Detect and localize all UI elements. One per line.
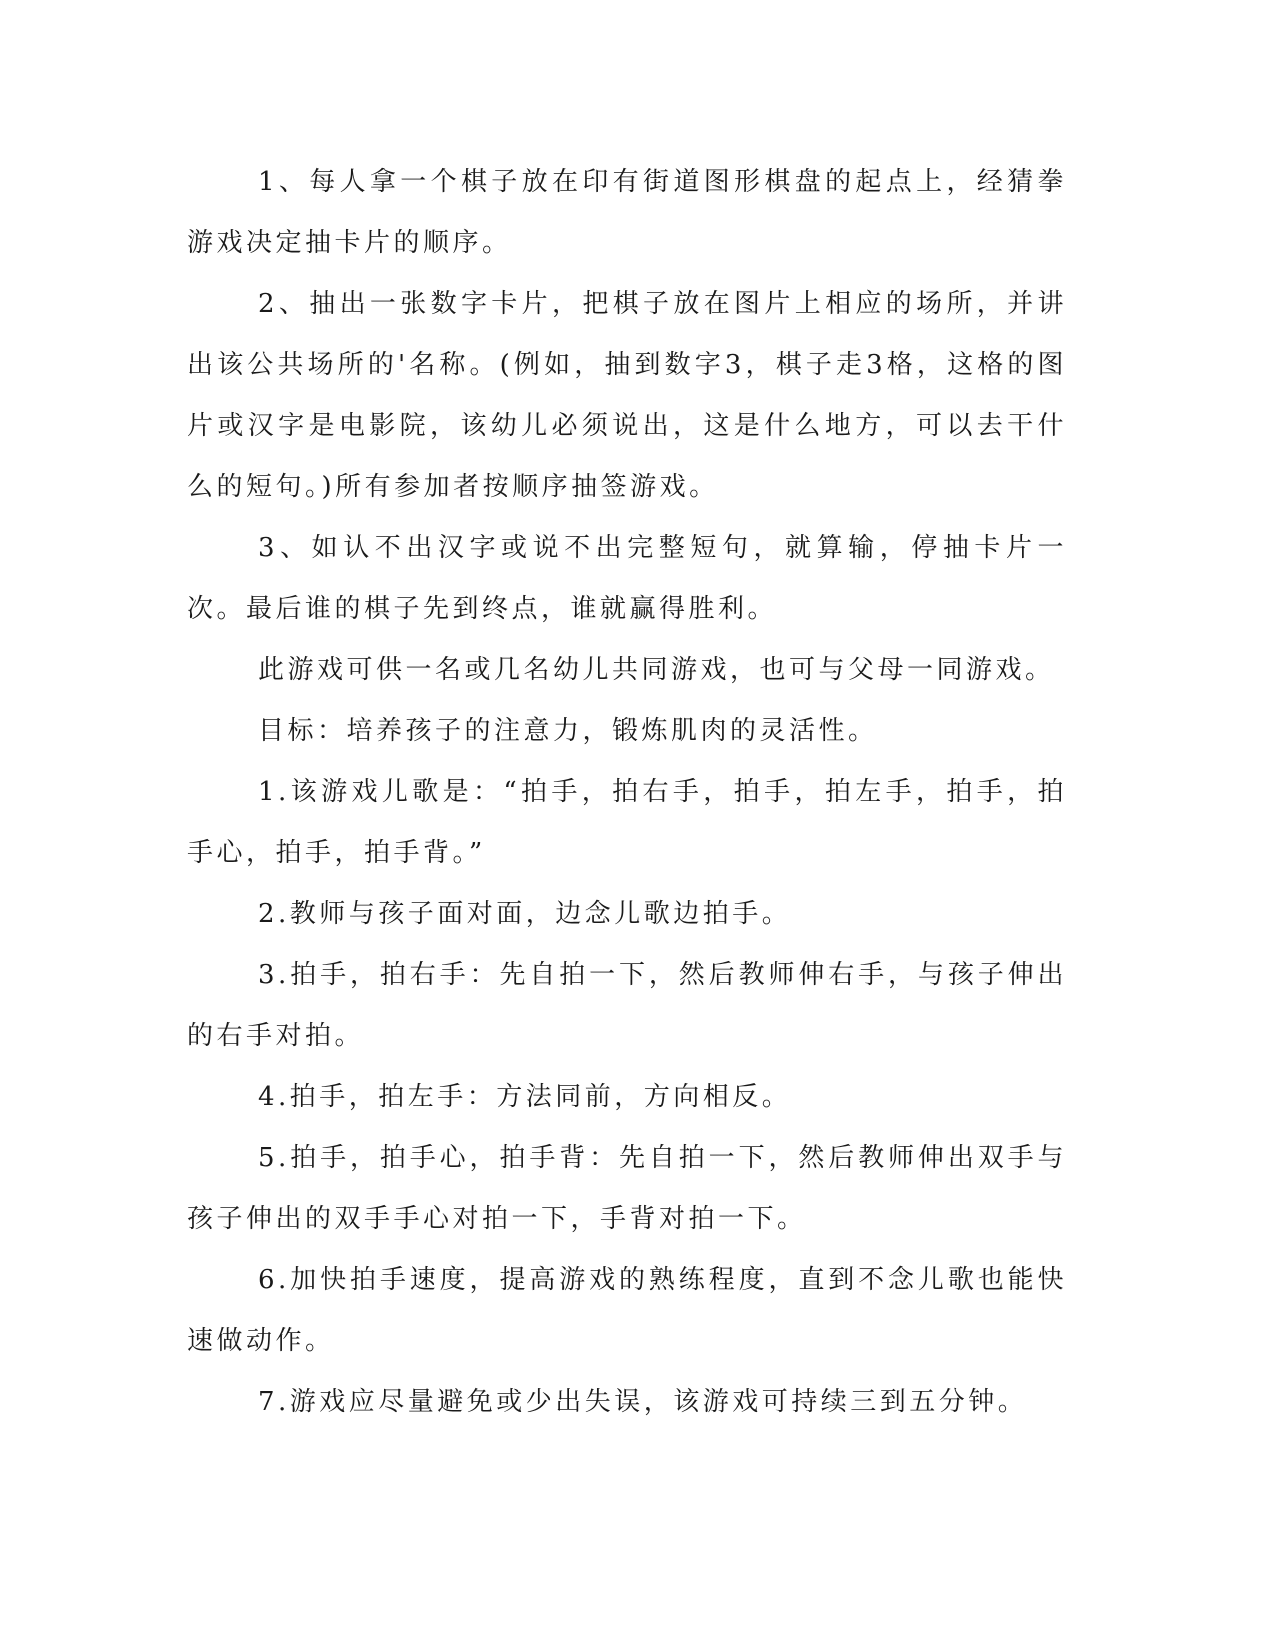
document-body <box>187 152 1067 1433</box>
paragraph-rule-1: 1、每人拿一个棋子放在印有街道图形棋盘的起点上，经猜拳游戏决定抽卡片的顺序。 <box>187 167 1067 258</box>
paragraph-step-5: 5.拍手，拍手心，拍手背：先自拍一下，然后教师伸出双手与孩子伸出的双手手心对拍一下，手背对拍一下。 <box>187 1143 1067 1234</box>
paragraph-step-6: 6.加快拍手速度，提高游戏的熟练程度，直到不念儿歌也能快速做动作。 <box>187 1265 1067 1356</box>
paragraph-step-4: 4.拍手，拍左手：方法同前，方向相反。 <box>258 1082 792 1112</box>
paragraph-rule-2: 2、抽出一张数字卡片，把棋子放在图片上相应的场所，并讲出该公共场所的'名称。(例如，抽到数字3，棋子走3格，这格的图片或汉字是电影院，该幼儿必须说出，这是什么地方，可以去干什么的短句。)所有参加者按顺序抽签游戏。 <box>187 289 1067 502</box>
paragraph-note: 此游戏可供一名或几名幼儿共同游戏，也可与父母一同游戏。 <box>258 655 1055 685</box>
paragraph-goal: 目标：培养孩子的注意力，锻炼肌肉的灵活性。 <box>258 716 878 746</box>
paragraph-step-2: 2.教师与孩子面对面，边念儿歌边拍手。 <box>258 899 792 929</box>
paragraph-step-1: 1.该游戏儿歌是：“拍手，拍右手，拍手，拍左手，拍手，拍手心，拍手，拍手背。” <box>187 777 1067 868</box>
paragraph-rule-3: 3、如认不出汉字或说不出完整短句，就算输，停抽卡片一次。最后谁的棋子先到终点，谁就赢得胜利。 <box>187 533 1067 624</box>
paragraph-step-3: 3.拍手，拍右手：先自拍一下，然后教师伸右手，与孩子伸出的右手对拍。 <box>187 960 1067 1051</box>
paragraph-step-7: 7.游戏应尽量避免或少出失误，该游戏可持续三到五分钟。 <box>258 1387 1028 1417</box>
